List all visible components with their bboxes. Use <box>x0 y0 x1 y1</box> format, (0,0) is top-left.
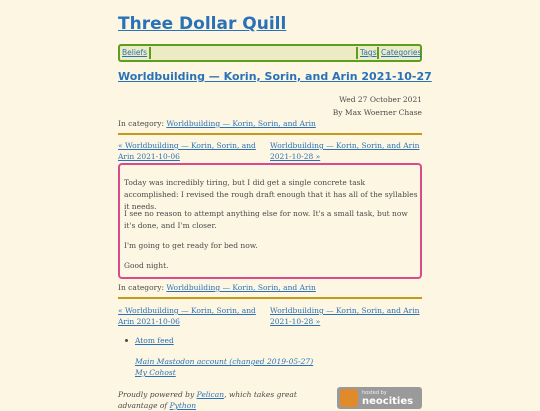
prev-post-link[interactable]: « Worldbuilding — Korin, Sorin, and Arin 2021-10-06 <box>118 306 256 326</box>
mastodon-link[interactable]: Main Mastodon account (changed 2019-05-27) <box>135 357 314 366</box>
pager-bottom <box>118 305 422 327</box>
next-post-link[interactable]: Worldbuilding — Korin, Sorin, and Arin 2021-10-28 » <box>270 141 420 161</box>
cohost-link[interactable]: My Cohost <box>135 368 176 377</box>
footer <box>118 389 338 411</box>
post-date: Wed 27 October 2021 <box>339 95 422 104</box>
footer-suffix: , which takes great advantage of <box>118 390 297 410</box>
pager-top <box>118 140 422 162</box>
post-paragraph: Today was incredibly tiring, but I did get a single concrete task accomplished: I revised the rough draft enough that it has all of the syllables it needs. <box>124 178 418 211</box>
divider-rule <box>118 133 422 135</box>
post-paragraph: Good night. <box>124 261 169 270</box>
nav-categories-link[interactable]: Categories <box>381 48 422 57</box>
neocities-cat-icon <box>340 389 358 407</box>
site-title-link[interactable]: Three Dollar Quill <box>118 14 287 34</box>
badge-hosted-text: hosted by <box>362 390 387 396</box>
nav-divider <box>377 47 379 59</box>
feed-list <box>135 336 174 345</box>
nav-tags-link[interactable]: Tags <box>360 48 377 57</box>
post-category-bottom <box>118 283 316 292</box>
social-links <box>135 356 313 378</box>
post-category <box>118 119 316 128</box>
atom-feed-link[interactable]: Atom feed <box>135 336 174 345</box>
post-paragraph: I'm going to get ready for bed now. <box>124 241 258 250</box>
badge-brand-text: neocities <box>362 396 414 407</box>
category-label: In category: <box>118 283 164 292</box>
post-content <box>118 163 422 279</box>
category-link[interactable]: Worldbuilding — Korin, Sorin, and Arin <box>166 283 316 292</box>
navbar <box>118 44 422 62</box>
neocities-badge[interactable] <box>337 387 422 409</box>
category-label: In category: <box>118 119 164 128</box>
post-title-link[interactable]: Worldbuilding — Korin, Sorin, and Arin 2021-10-27 <box>118 70 432 83</box>
nav-beliefs-link[interactable]: Beliefs <box>122 48 148 57</box>
category-link[interactable]: Worldbuilding — Korin, Sorin, and Arin <box>166 119 316 128</box>
nav-divider <box>356 47 358 59</box>
bullet-icon <box>125 339 128 342</box>
pelican-link[interactable]: Pelican <box>196 390 225 399</box>
post-paragraph: I see no reason to attempt anything else for now. It's a small task, but now it's done, and I'm closer. <box>124 209 408 230</box>
next-post-link[interactable]: Worldbuilding — Korin, Sorin, and Arin 2021-10-28 » <box>270 306 420 326</box>
footer-prefix: Proudly powered by <box>118 390 197 399</box>
post-author: By Max Woerner Chase <box>332 108 422 117</box>
python-link[interactable]: Python <box>169 401 197 410</box>
divider-rule <box>118 297 422 299</box>
prev-post-link[interactable]: « Worldbuilding — Korin, Sorin, and Arin 2021-10-06 <box>118 141 256 161</box>
nav-divider <box>149 47 151 59</box>
